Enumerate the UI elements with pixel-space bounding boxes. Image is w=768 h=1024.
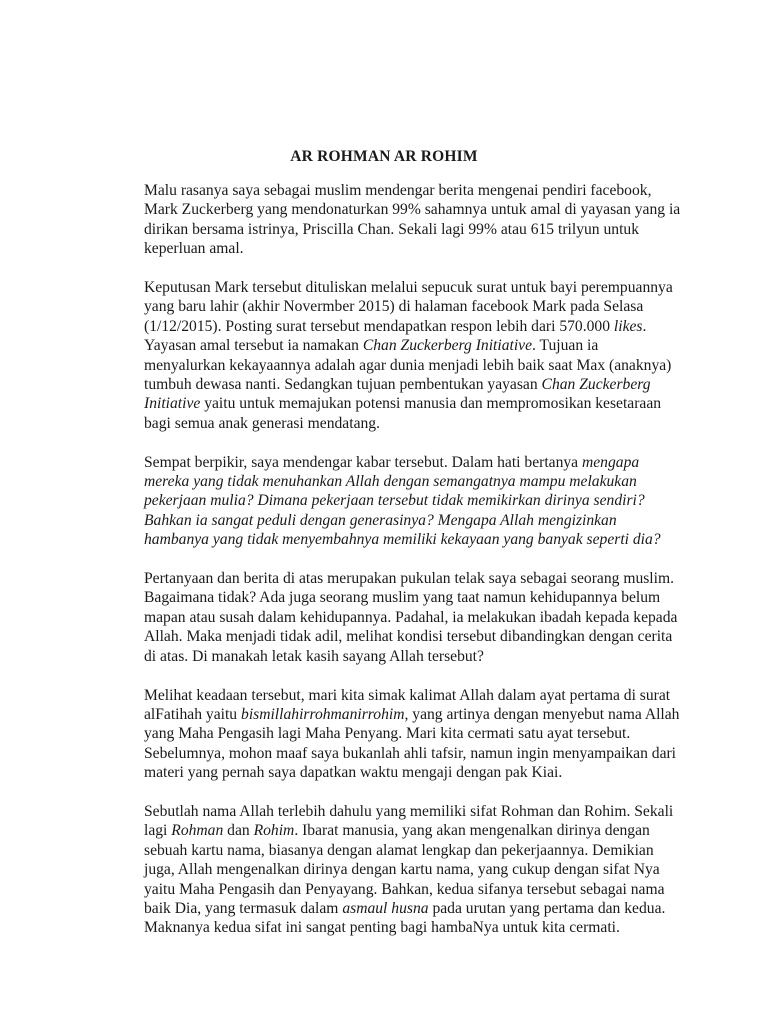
text-line <box>144 899 684 918</box>
text-line <box>144 841 684 860</box>
text-segment: mapan atau susah dalam kehidupannya. Padahal, ia melakukan ibadah kepada kepada <box>144 608 678 626</box>
text-segment: Bagaimana tidak? Ada juga seorang muslim yang taat namun kehidupannya belum <box>144 589 661 607</box>
text-line <box>144 918 684 937</box>
text-line <box>144 511 684 530</box>
text-line <box>144 394 684 413</box>
text-line <box>144 491 684 510</box>
text-segment: Keputusan Mark tersebut dituliskan melalui sepucuk surat untuk bayi perempuannya <box>144 279 673 297</box>
italic-text: Bahkan ia sangat peduli dengan generasinya? Mengapa Allah mengizinkan <box>144 511 617 529</box>
text-line <box>144 744 684 763</box>
text-line <box>144 530 684 549</box>
text-line <box>144 569 684 588</box>
text-segment: pada urutan yang pertama dan kedua. <box>428 899 666 917</box>
text-segment: Sebelumnya, mohon maaf saya bukanlah ahli tafsir, namun ingin menyampaikan dari <box>144 744 677 762</box>
italic-text: mereka yang tidak menuhankan Allah dengan semangatnya mampu melakukan <box>144 473 637 491</box>
text-segment: yaitu Maha Pengasih dan Penyayang. Bahkan, kedua sifanya tersebut sebagai nama <box>144 880 665 898</box>
document-title: AR ROHMAN AR ROHIM <box>290 148 478 165</box>
text-segment: Allah. Maka menjadi tidak adil, melihat kondisi tersebut dibandingkan dengan cerita <box>144 628 673 646</box>
text-line <box>144 588 684 607</box>
paragraph <box>144 181 684 259</box>
text-line <box>144 627 684 646</box>
italic-text: pekerjaan mulia? Dimana pekerjaan tersebut tidak memikirkan dirinya sendiri? <box>144 492 645 510</box>
text-segment: bagi semua anak generasi mendatang. <box>144 414 380 432</box>
text-line <box>144 705 684 724</box>
text-segment: alFatihah yaitu <box>144 705 242 723</box>
italic-text: mengapa <box>582 453 640 471</box>
text-line <box>144 860 684 879</box>
text-segment: Pertanyaan dan berita di atas merupakan pukulan telak saya sebagai seorang muslim. <box>144 570 675 588</box>
text-line <box>144 608 684 627</box>
document-body <box>144 181 684 957</box>
italic-text: Initiative <box>144 395 201 413</box>
text-line <box>144 453 684 472</box>
paragraph <box>144 802 684 938</box>
paragraph <box>144 278 684 433</box>
text-line <box>144 220 684 239</box>
text-line <box>144 317 684 336</box>
text-segment: Sempat berpikir, saya mendengar kabar tersebut. Dalam hati bertanya <box>144 453 582 471</box>
italic-text: Chan Zuckerberg Initiative <box>362 337 533 355</box>
text-line <box>144 472 684 491</box>
text-segment: baik Dia, yang termasuk dalam <box>144 899 343 917</box>
text-segment: dirikan bersama istrinya, Priscilla Chan. Sekali lagi 99% atau 615 trilyun untuk <box>144 220 640 238</box>
italic-text: Rohman <box>171 822 224 840</box>
text-line <box>144 278 684 297</box>
paragraph <box>144 686 684 783</box>
text-line <box>144 724 684 743</box>
text-segment: yaitu untuk memajukan potensi manusia dan mempromosikan kesetaraan <box>200 395 662 413</box>
text-segment: Yayasan amal tersebut ia namakan <box>144 337 363 355</box>
italic-text: asmaul husna <box>342 899 429 917</box>
paragraph <box>144 569 684 666</box>
text-segment: yang Maha Pengasih lagi Maha Penyang. Mari kita cermati satu ayat tersebut. <box>144 725 631 743</box>
text-segment: Mark Zuckerberg yang mendonaturkan 99% sahamnya untuk amal di yayasan yang ia <box>144 201 681 219</box>
text-line <box>144 802 684 821</box>
text-segment: keperluan amal. <box>144 240 244 258</box>
text-line <box>144 686 684 705</box>
text-segment: sebuah kartu nama, biasanya dengan alamat lengkap dan pekerjaannya. Demikian <box>144 841 654 859</box>
text-segment: menyalurkan kekayaannya adalah agar dunia menjadi lebih baik saat Max (anaknya) <box>144 356 672 374</box>
text-line <box>144 181 684 200</box>
text-segment: . <box>642 317 647 335</box>
text-line <box>144 647 684 666</box>
text-segment: dan <box>223 822 254 840</box>
text-line <box>144 821 684 840</box>
text-line <box>144 297 684 316</box>
text-segment: di atas. Di manakah letak kasih sayang Allah tersebut? <box>144 647 484 665</box>
italic-text: Chan Zuckerberg <box>541 376 651 394</box>
text-segment: tumbuh dewasa nanti. Sedangkan tujuan pembentukan yayasan <box>144 376 542 394</box>
text-segment: . Tujuan ia <box>532 337 599 355</box>
text-segment: Maknanya kedua sifat ini sangat penting bagi hambaNya untuk kita cermati. <box>144 919 620 937</box>
text-line <box>144 356 684 375</box>
text-segment: . Ibarat manusia, yang akan mengenalkan dirinya dengan <box>294 822 650 840</box>
text-segment: yang artinya dengan menyebut nama Allah <box>408 705 680 723</box>
paragraph <box>144 453 684 550</box>
italic-text: Rohim <box>253 822 295 840</box>
text-line <box>144 414 684 433</box>
text-segment: Melihat keadaan tersebut, mari kita simak kalimat Allah dalam ayat pertama di surat <box>144 686 671 704</box>
text-segment: lagi <box>144 822 172 840</box>
text-segment: Malu rasanya saya sebagai muslim mendengar berita mengenai pendiri facebook, <box>144 182 652 199</box>
italic-text: likes <box>613 317 643 335</box>
text-line <box>144 239 684 258</box>
text-segment: juga, Allah mengenalkan dirinya dengan kartu nama, yang cukup dengan sifat Nya <box>144 861 660 879</box>
italic-text: hambanya yang tidak menyembahnya memiliki kekayaan yang banyak seperti dia? <box>144 531 661 549</box>
text-segment: yang baru lahir (akhir Novermber 2015) di halaman facebook Mark pada Selasa <box>144 298 644 316</box>
text-line <box>144 200 684 219</box>
text-segment: materi yang pernah saya dapatkan waktu mengaji dengan pak Kiai. <box>144 764 563 782</box>
italic-text: bismillahirrohmanirrohim, <box>241 705 409 723</box>
text-line <box>144 763 684 782</box>
text-line <box>144 880 684 899</box>
text-segment: Sebutlah nama Allah terlebih dahulu yang memiliki sifat Rohman dan Rohim. Sekali <box>144 802 674 820</box>
text-line <box>144 336 684 355</box>
text-segment: (1/12/2015). Posting surat tersebut mendapatkan respon lebih dari 570.000 <box>144 317 614 335</box>
text-line <box>144 375 684 394</box>
